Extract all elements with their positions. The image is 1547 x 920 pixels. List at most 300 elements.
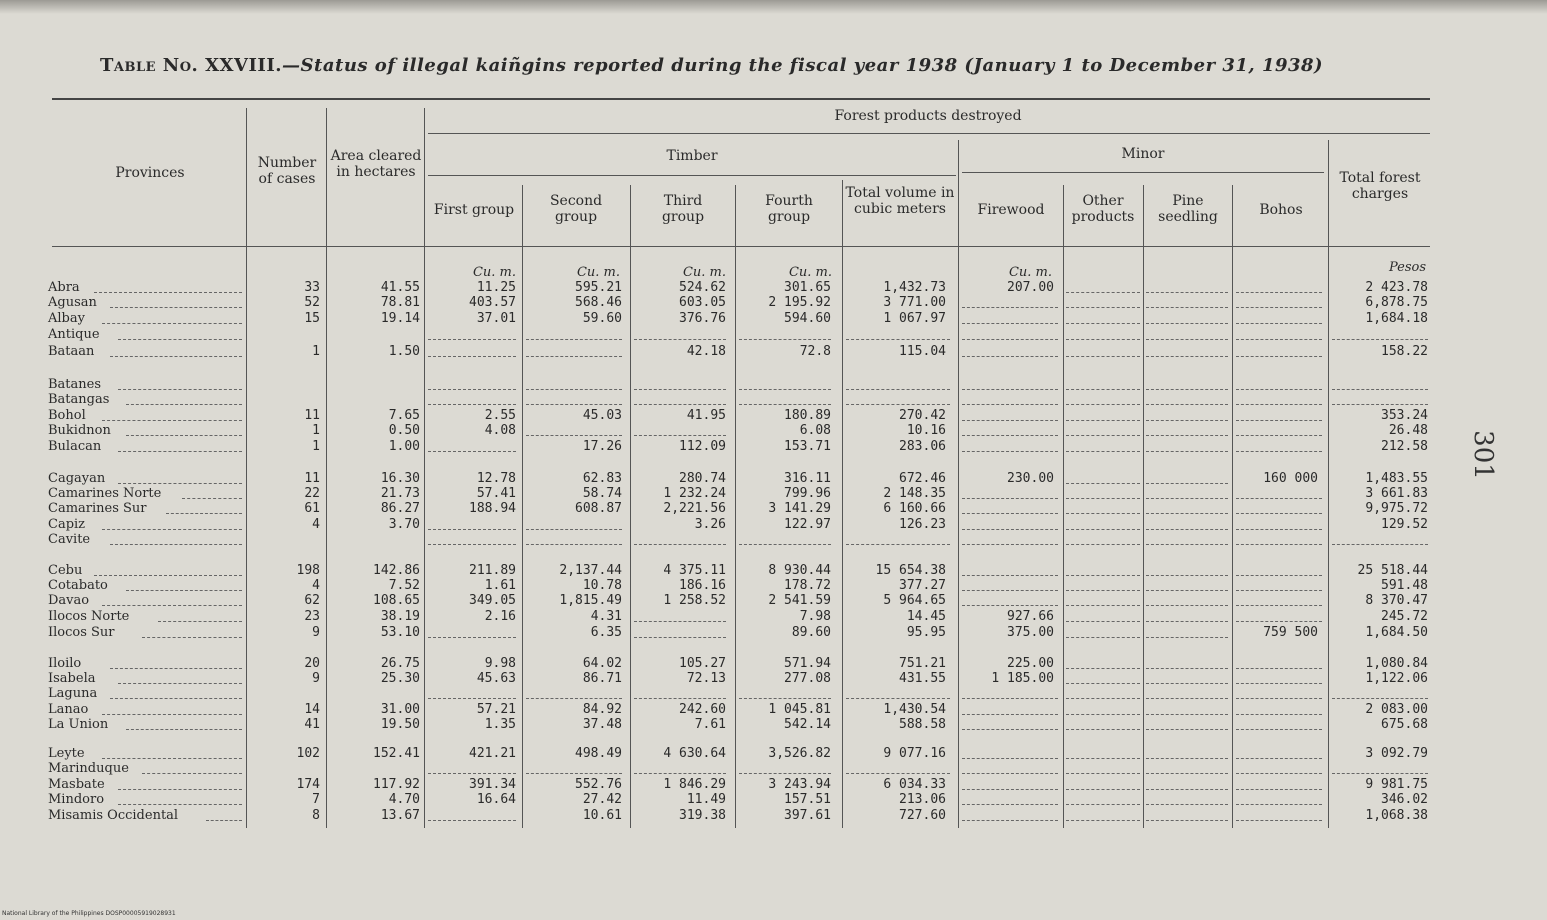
header-first-group: First group <box>433 202 515 218</box>
table-label: Table No. XXVIII. <box>100 55 283 76</box>
empty-cell-leader <box>526 389 622 390</box>
empty-cell-leader <box>962 575 1058 576</box>
cell-tc: 346.02 <box>1381 792 1428 807</box>
cell-g2: 552.76 <box>575 777 622 792</box>
cell-g3: 4 630.64 <box>663 746 726 761</box>
cell-g3: 105.27 <box>679 656 726 671</box>
empty-cell-leader <box>428 529 516 530</box>
empty-cell-leader <box>1146 292 1228 293</box>
empty-cell-leader <box>739 698 831 699</box>
cell-g4: 180.89 <box>784 408 831 423</box>
cell-a: 78.81 <box>380 295 420 310</box>
empty-cell-leader <box>428 773 516 774</box>
cell-g4: 178.72 <box>784 578 831 593</box>
cell-g2: 37.48 <box>582 717 622 732</box>
leader-dots <box>110 307 242 308</box>
cell-g1: 1.61 <box>484 578 516 593</box>
cell-c: 1 <box>312 439 320 454</box>
cell-tv: 15 654.38 <box>875 563 946 578</box>
cell-g1: 349.05 <box>469 593 516 608</box>
leader-dots <box>102 605 242 606</box>
cell-tc: 212.58 <box>1381 439 1428 454</box>
empty-cell-leader <box>634 544 726 545</box>
empty-cell-leader <box>1066 714 1140 715</box>
cell-c: 174 <box>296 777 320 792</box>
cell-c: 22 <box>304 486 320 501</box>
cell-tv: 3 771.00 <box>883 295 946 310</box>
empty-cell-leader <box>1236 575 1322 576</box>
cell-tv: 6 160.66 <box>883 501 946 516</box>
empty-cell-leader <box>1236 498 1322 499</box>
empty-cell-leader <box>428 820 516 821</box>
empty-cell-leader <box>1146 483 1228 484</box>
empty-cell-leader <box>962 404 1058 405</box>
empty-cell-leader <box>1236 339 1322 340</box>
cell-g3: 2,221.56 <box>663 501 726 516</box>
province-name: Bulacan <box>48 439 102 454</box>
empty-cell-leader <box>1146 529 1228 530</box>
cell-c: 7 <box>312 792 320 807</box>
forest-rule <box>428 133 1430 134</box>
header-bohos: Bohos <box>1259 202 1303 218</box>
empty-cell-leader <box>1066 404 1140 405</box>
cell-tc: 9,975.72 <box>1365 501 1428 516</box>
cell-tv: 95.95 <box>906 625 946 640</box>
col-divider <box>958 140 959 828</box>
province-name: Masbate <box>48 777 105 792</box>
empty-cell-leader <box>1066 513 1140 514</box>
province-name: Capiz <box>48 517 86 532</box>
empty-cell-leader <box>962 773 1058 774</box>
empty-cell-leader <box>1066 758 1140 759</box>
leader-dots <box>110 668 242 669</box>
empty-cell-leader <box>526 529 622 530</box>
cell-tv: 751.21 <box>899 656 946 671</box>
empty-cell-leader <box>1236 605 1322 606</box>
empty-cell-leader <box>962 451 1058 452</box>
empty-cell-leader <box>1146 668 1228 669</box>
cell-g1: 2.55 <box>484 408 516 423</box>
cell-a: 21.73 <box>380 486 420 501</box>
header-provinces: Provinces <box>115 165 185 181</box>
province-name: Camarines Norte <box>48 486 162 501</box>
empty-cell-leader <box>1066 323 1140 324</box>
cell-c: 62 <box>304 593 320 608</box>
cell-g2: 10.78 <box>582 578 622 593</box>
cell-g1: 421.21 <box>469 746 516 761</box>
leader-dots <box>126 729 242 730</box>
empty-cell-leader <box>1236 683 1322 684</box>
cell-g2: 608.87 <box>575 501 622 516</box>
table-title <box>100 55 1323 76</box>
empty-cell-leader <box>1146 683 1228 684</box>
leader-dots <box>182 498 242 499</box>
province-name: Cebu <box>48 563 83 578</box>
empty-cell-leader <box>1146 637 1228 638</box>
empty-cell-leader <box>846 544 950 545</box>
empty-cell-leader <box>846 773 950 774</box>
cell-a: 142.86 <box>373 563 420 578</box>
empty-cell-leader <box>1066 729 1140 730</box>
cell-tc: 3 092.79 <box>1365 746 1428 761</box>
cell-a: 152.41 <box>373 746 420 761</box>
leader-dots <box>142 773 242 774</box>
empty-cell-leader <box>1066 307 1140 308</box>
empty-cell-leader <box>526 356 622 357</box>
cell-tv: 2 148.35 <box>883 486 946 501</box>
empty-cell-leader <box>1146 621 1228 622</box>
cell-tc: 1,080.84 <box>1365 656 1428 671</box>
cell-tv: 6 034.33 <box>883 777 946 792</box>
cell-fw: 225.00 <box>1007 656 1054 671</box>
province-name: Batangas <box>48 392 110 407</box>
empty-cell-leader <box>1236 356 1322 357</box>
empty-cell-leader <box>1066 773 1140 774</box>
cell-g1: 4.08 <box>484 423 516 438</box>
header-firewood: Firewood <box>977 202 1045 218</box>
empty-cell-leader <box>1066 621 1140 622</box>
empty-cell-leader <box>1236 621 1322 622</box>
province-name: Misamis Occidental <box>48 808 179 823</box>
cell-a: 7.52 <box>388 578 420 593</box>
cell-a: 26.75 <box>380 656 420 671</box>
empty-cell-leader <box>1236 714 1322 715</box>
empty-cell-leader <box>1066 789 1140 790</box>
cell-g3: 1 846.29 <box>663 777 726 792</box>
province-name: Ilocos Norte <box>48 609 130 624</box>
empty-cell-leader <box>634 389 726 390</box>
cell-g2: 10.61 <box>582 808 622 823</box>
cell-fw: 375.00 <box>1007 625 1054 640</box>
cell-g2: 84.92 <box>582 702 622 717</box>
cell-tv: 1,430.54 <box>883 702 946 717</box>
empty-cell-leader <box>634 773 726 774</box>
cell-g3: 242.60 <box>679 702 726 717</box>
leader-dots <box>118 789 242 790</box>
cell-g1: 12.78 <box>476 471 516 486</box>
cell-tv: 1 067.97 <box>883 311 946 326</box>
cell-tc: 591.48 <box>1381 578 1428 593</box>
empty-cell-leader <box>1236 820 1322 821</box>
cell-tc: 1,684.18 <box>1365 311 1428 326</box>
cell-g3: 524.62 <box>679 280 726 295</box>
province-name: Bataan <box>48 344 95 359</box>
empty-cell-leader <box>526 404 622 405</box>
cell-tv: 14.45 <box>906 609 946 624</box>
empty-cell-leader <box>962 544 1058 545</box>
cell-g2: 17.26 <box>582 439 622 454</box>
leader-dots <box>102 323 242 324</box>
cell-g1: 16.64 <box>476 792 516 807</box>
cell-c: 11 <box>304 408 320 423</box>
cell-c: 1 <box>312 423 320 438</box>
leader-dots <box>102 758 242 759</box>
cell-g4: 277.08 <box>784 671 831 686</box>
empty-cell-leader <box>962 498 1058 499</box>
empty-cell-leader <box>962 356 1058 357</box>
empty-cell-leader <box>962 605 1058 606</box>
province-name: La Union <box>48 717 109 732</box>
col-divider <box>246 108 247 828</box>
province-name: Antique <box>48 327 100 342</box>
cell-g1: 37.01 <box>476 311 516 326</box>
empty-cell-leader <box>846 404 950 405</box>
header-total-volume: Total volume in cubic meters <box>845 185 955 217</box>
cell-tv: 1,432.73 <box>883 280 946 295</box>
empty-cell-leader <box>739 773 831 774</box>
leader-dots <box>118 804 242 805</box>
cell-tv: 115.04 <box>899 344 946 359</box>
empty-cell-leader <box>1146 420 1228 421</box>
cell-g3: 42.18 <box>686 344 726 359</box>
empty-cell-leader <box>634 621 726 622</box>
unit-firewood: Cu. m. <box>1008 265 1052 280</box>
cell-tv: 5 964.65 <box>883 593 946 608</box>
cell-tc: 9 981.75 <box>1365 777 1428 792</box>
empty-cell-leader <box>428 698 516 699</box>
empty-cell-leader <box>1066 668 1140 669</box>
cell-g3: 4 375.11 <box>663 563 726 578</box>
cell-a: 19.50 <box>380 717 420 732</box>
leader-dots <box>166 513 242 514</box>
cell-g3: 7.61 <box>694 717 726 732</box>
cell-g4: 3 243.94 <box>768 777 831 792</box>
col-divider <box>326 108 327 828</box>
empty-cell-leader <box>739 544 831 545</box>
cell-tv: 727.60 <box>899 808 946 823</box>
header-total-charges: Total forest charges <box>1339 170 1421 202</box>
page-number: 301 <box>1467 430 1498 480</box>
empty-cell-leader <box>1146 590 1228 591</box>
cell-g4: 122.97 <box>784 517 831 532</box>
cell-a: 13.67 <box>380 808 420 823</box>
header-area: Area cleared in hectares <box>330 148 422 180</box>
col-divider <box>522 185 523 828</box>
cell-g2: 62.83 <box>582 471 622 486</box>
empty-cell-leader <box>1332 544 1428 545</box>
cell-tc: 1,483.55 <box>1365 471 1428 486</box>
cell-g3: 1 232.24 <box>663 486 726 501</box>
col-divider <box>1063 185 1064 828</box>
unit-pesos: Pesos <box>1388 260 1426 275</box>
cell-g4: 8 930.44 <box>768 563 831 578</box>
empty-cell-leader <box>962 339 1058 340</box>
empty-cell-leader <box>1146 758 1228 759</box>
leader-dots <box>94 575 242 576</box>
cell-fw: 1 185.00 <box>991 671 1054 686</box>
leader-dots <box>110 698 242 699</box>
empty-cell-leader <box>634 404 726 405</box>
empty-cell-leader <box>739 404 831 405</box>
cell-tc: 2 083.00 <box>1365 702 1428 717</box>
leader-dots <box>102 420 242 421</box>
footer-credit: National Library of the Philippines DOSP00005919028931 <box>2 910 176 917</box>
cell-tc: 8 370.47 <box>1365 593 1428 608</box>
empty-cell-leader <box>526 773 622 774</box>
cell-a: 0.50 <box>388 423 420 438</box>
cell-g1: 9.98 <box>484 656 516 671</box>
header-minor: Minor <box>1121 146 1165 162</box>
cell-c: 4 <box>312 517 320 532</box>
cell-c: 33 <box>304 280 320 295</box>
minor-rule <box>962 172 1324 173</box>
leader-dots <box>94 292 242 293</box>
empty-cell-leader <box>1066 356 1140 357</box>
empty-cell-leader <box>1066 420 1140 421</box>
col-divider <box>424 108 425 828</box>
header-pine-seedling: Pine seedling <box>1158 193 1218 225</box>
cell-g3: 41.95 <box>686 408 726 423</box>
cell-g4: 542.14 <box>784 717 831 732</box>
col-divider <box>735 185 736 828</box>
province-name: Bohol <box>48 408 86 423</box>
empty-cell-leader <box>962 389 1058 390</box>
province-name: Laguna <box>48 686 98 701</box>
empty-cell-leader <box>1066 698 1140 699</box>
unit-first: Cu. m. <box>472 265 516 280</box>
unit-second: Cu. m. <box>576 265 620 280</box>
cell-g4: 594.60 <box>784 311 831 326</box>
cell-g3: 376.76 <box>679 311 726 326</box>
cell-g3: 1 258.52 <box>663 593 726 608</box>
header-cases: Number of cases <box>257 155 317 187</box>
cell-g4: 2 195.92 <box>768 295 831 310</box>
empty-cell-leader <box>1146 544 1228 545</box>
empty-cell-leader <box>1236 420 1322 421</box>
province-name: Isabela <box>48 671 96 686</box>
province-name: Agusan <box>48 295 97 310</box>
cell-tc: 26.48 <box>1388 423 1428 438</box>
cell-g3: 112.09 <box>679 439 726 454</box>
empty-cell-leader <box>634 698 726 699</box>
cell-g4: 6.08 <box>799 423 831 438</box>
cell-c: 61 <box>304 501 320 516</box>
timber-rule <box>428 175 956 176</box>
cell-c: 20 <box>304 656 320 671</box>
cell-g1: 188.94 <box>469 501 516 516</box>
cell-g2: 595.21 <box>575 280 622 295</box>
empty-cell-leader <box>1236 544 1322 545</box>
leader-dots <box>102 529 242 530</box>
cell-a: 19.14 <box>380 311 420 326</box>
empty-cell-leader <box>739 339 831 340</box>
empty-cell-leader <box>1332 698 1428 699</box>
cell-g3: 319.38 <box>679 808 726 823</box>
empty-cell-leader <box>1332 389 1428 390</box>
cell-g4: 2 541.59 <box>768 593 831 608</box>
cell-g4: 301.65 <box>784 280 831 295</box>
empty-cell-leader <box>1236 668 1322 669</box>
empty-cell-leader <box>1066 605 1140 606</box>
empty-cell-leader <box>962 590 1058 591</box>
province-name: Albay <box>48 311 85 326</box>
cell-tc: 1,684.50 <box>1365 625 1428 640</box>
empty-cell-leader <box>1236 435 1322 436</box>
empty-cell-leader <box>962 420 1058 421</box>
cell-g1: 211.89 <box>469 563 516 578</box>
empty-cell-leader <box>526 435 622 436</box>
cell-g2: 1,815.49 <box>559 593 622 608</box>
cell-g4: 3,526.82 <box>768 746 831 761</box>
empty-cell-leader <box>1146 356 1228 357</box>
empty-cell-leader <box>1146 323 1228 324</box>
empty-cell-leader <box>428 451 516 452</box>
leader-dots <box>158 621 242 622</box>
province-name: Marinduque <box>48 761 129 776</box>
leader-dots <box>118 451 242 452</box>
empty-cell-leader <box>634 339 726 340</box>
cell-g2: 6.35 <box>590 625 622 640</box>
cell-g2: 2,137.44 <box>559 563 622 578</box>
cell-g1: 403.57 <box>469 295 516 310</box>
empty-cell-leader <box>526 339 622 340</box>
empty-cell-leader <box>1146 339 1228 340</box>
cell-tc: 1,122.06 <box>1365 671 1428 686</box>
province-name: Lanao <box>48 702 89 717</box>
empty-cell-leader <box>1146 389 1228 390</box>
cell-g2: 498.49 <box>575 746 622 761</box>
col-divider <box>842 180 843 828</box>
col-divider <box>1143 185 1144 828</box>
empty-cell-leader <box>1146 729 1228 730</box>
cell-c: 52 <box>304 295 320 310</box>
empty-cell-leader <box>1066 820 1140 821</box>
empty-cell-leader <box>526 544 622 545</box>
empty-cell-leader <box>1236 529 1322 530</box>
empty-cell-leader <box>1236 451 1322 452</box>
col-divider <box>1232 185 1233 828</box>
header-timber: Timber <box>666 148 718 164</box>
cell-tc: 353.24 <box>1381 408 1428 423</box>
cell-g1: 11.25 <box>476 280 516 295</box>
empty-cell-leader <box>428 404 516 405</box>
empty-cell-leader <box>1146 773 1228 774</box>
cell-c: 11 <box>304 471 320 486</box>
empty-cell-leader <box>1146 435 1228 436</box>
empty-cell-leader <box>634 637 726 638</box>
empty-cell-leader <box>739 389 831 390</box>
empty-cell-leader <box>1066 529 1140 530</box>
empty-cell-leader <box>962 323 1058 324</box>
cell-a: 41.55 <box>380 280 420 295</box>
cell-a: 7.65 <box>388 408 420 423</box>
empty-cell-leader <box>962 307 1058 308</box>
col-divider <box>1328 140 1329 828</box>
cell-c: 9 <box>312 671 320 686</box>
cell-g2: 59.60 <box>582 311 622 326</box>
cell-a: 3.70 <box>388 517 420 532</box>
unit-third: Cu. m. <box>682 265 726 280</box>
cell-g4: 397.61 <box>784 808 831 823</box>
cell-g4: 316.11 <box>784 471 831 486</box>
leader-dots <box>110 544 242 545</box>
empty-cell-leader <box>1146 714 1228 715</box>
empty-cell-leader <box>1146 804 1228 805</box>
cell-fw: 927.66 <box>1007 609 1054 624</box>
cell-a: 1.50 <box>388 344 420 359</box>
cell-g2: 4.31 <box>590 609 622 624</box>
cell-c: 198 <box>296 563 320 578</box>
province-name: Cagayan <box>48 471 106 486</box>
empty-cell-leader <box>1066 683 1140 684</box>
cell-tc: 2 423.78 <box>1365 280 1428 295</box>
cell-tv: 9 077.16 <box>883 746 946 761</box>
empty-cell-leader <box>1146 820 1228 821</box>
leader-dots <box>110 356 242 357</box>
empty-cell-leader <box>1236 758 1322 759</box>
cell-tc: 158.22 <box>1381 344 1428 359</box>
cell-a: 38.19 <box>380 609 420 624</box>
